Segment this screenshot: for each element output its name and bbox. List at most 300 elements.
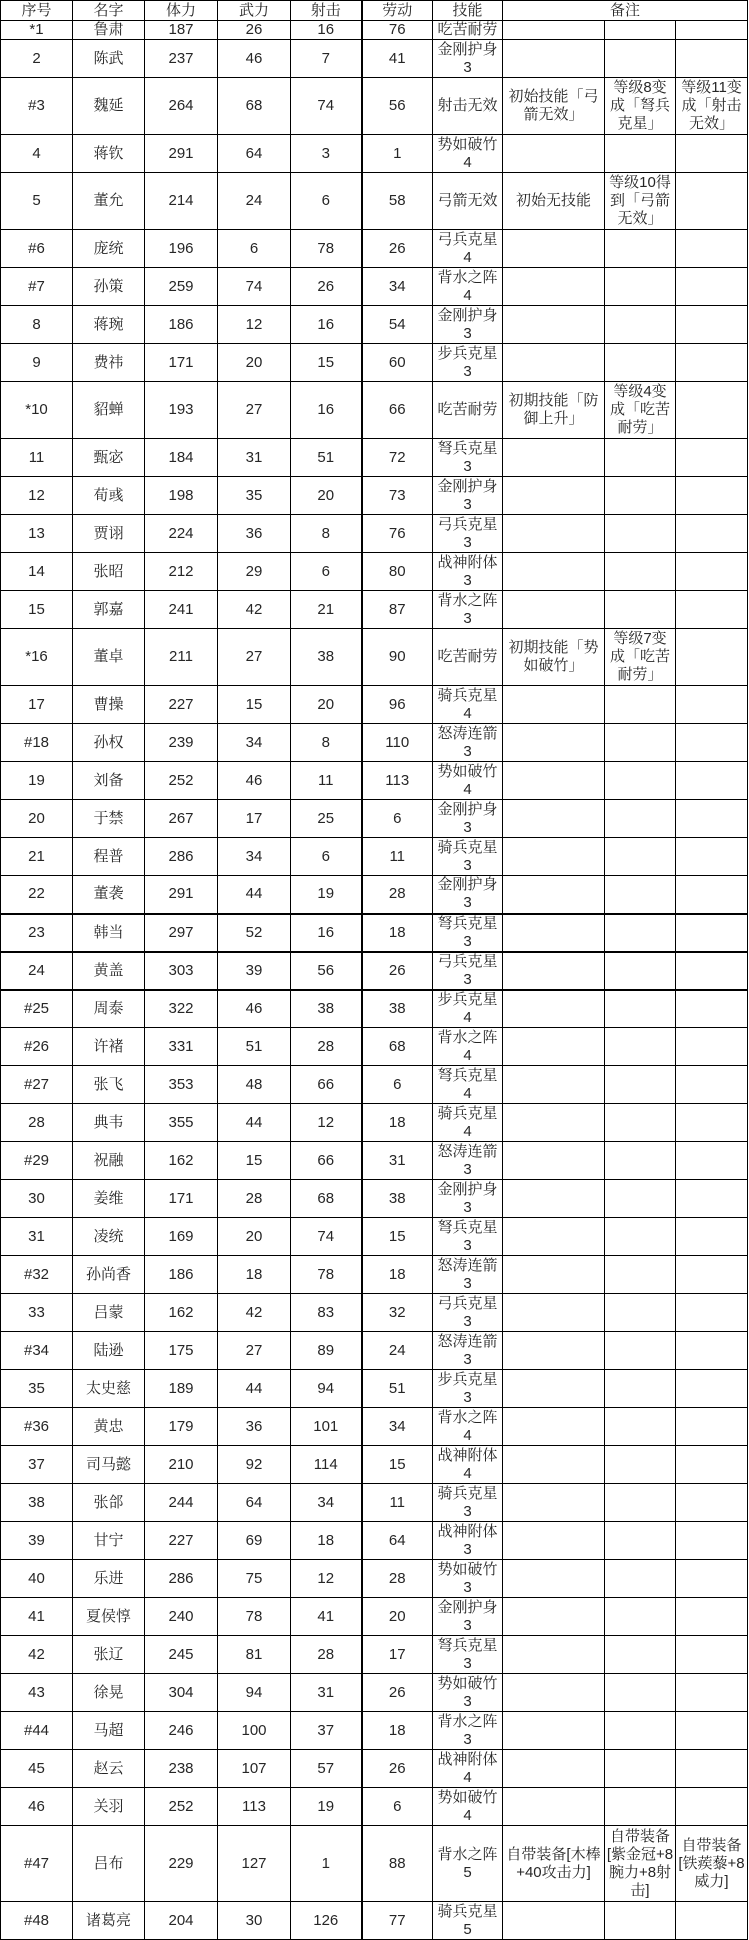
note-cell-3 [676, 230, 748, 268]
table-row [1, 135, 748, 173]
index-cell: #26 [1, 1028, 73, 1066]
skill-text: 金刚护身3 [437, 1180, 498, 1216]
index-cell: 39 [1, 1522, 73, 1560]
note-cell-3 [676, 553, 748, 591]
note-cell-1 [503, 1332, 605, 1370]
skill-cell [433, 1446, 503, 1484]
skill-text: 吃苦耐劳 [437, 401, 498, 418]
stamina-cell: 246 [145, 1712, 218, 1750]
stamina-cell: 241 [145, 591, 218, 629]
skill-cell [433, 724, 503, 762]
note-text: 初始技能「弓箭无效」 [508, 88, 599, 123]
skill-cell [433, 553, 503, 591]
index-cell: #32 [1, 1256, 73, 1294]
index-cell: #25 [1, 990, 73, 1028]
skill-text: 战神附体4 [437, 1750, 498, 1786]
labor-cell: 17 [362, 1636, 433, 1674]
note-cell-2 [605, 553, 676, 591]
note-cell-1 [503, 629, 605, 686]
stamina-cell: 297 [145, 914, 218, 952]
note-cell-2 [605, 1674, 676, 1712]
skill-text: 吃苦耐劳 [437, 21, 498, 38]
force-cell: 30 [218, 1902, 291, 1940]
name-cell: 陆逊 [73, 1332, 145, 1370]
labor-cell: 77 [362, 1902, 433, 1940]
force-cell: 75 [218, 1560, 291, 1598]
index-cell: #6 [1, 230, 73, 268]
table-row [1, 1370, 748, 1408]
table-row [1, 1142, 748, 1180]
skill-cell [433, 306, 503, 344]
index-cell: #29 [1, 1142, 73, 1180]
skill-text: 战神附体4 [437, 1446, 498, 1482]
stamina-cell: 193 [145, 382, 218, 439]
note-cell-2 [605, 1104, 676, 1142]
name-cell: 张郃 [73, 1484, 145, 1522]
name-cell: 于禁 [73, 800, 145, 838]
note-cell-2 [605, 1750, 676, 1788]
note-cell-3 [676, 135, 748, 173]
labor-cell: 64 [362, 1522, 433, 1560]
stamina-cell: 204 [145, 1902, 218, 1940]
labor-cell: 34 [362, 268, 433, 306]
stamina-cell: 162 [145, 1142, 218, 1180]
table-row [1, 724, 748, 762]
skill-text: 背水之阵4 [437, 268, 498, 304]
table-row [1, 1636, 748, 1674]
note-cell-3 [676, 1712, 748, 1750]
force-cell: 31 [218, 439, 291, 477]
note-cell-1 [503, 1218, 605, 1256]
skill-cell [433, 1750, 503, 1788]
index-cell: #7 [1, 268, 73, 306]
header-index: 序号 [1, 1, 73, 21]
labor-cell: 56 [362, 78, 433, 135]
table-row [1, 1674, 748, 1712]
labor-cell: 18 [362, 1712, 433, 1750]
skill-text: 弩兵克星3 [437, 439, 498, 475]
index-cell: #36 [1, 1408, 73, 1446]
shooting-cell: 38 [291, 629, 362, 686]
skill-text: 怒涛连箭3 [437, 1256, 498, 1292]
note-cell-3 [676, 1256, 748, 1294]
note-cell-3 [676, 1788, 748, 1826]
force-cell: 44 [218, 876, 291, 914]
skill-cell [433, 1788, 503, 1826]
shooting-cell: 66 [291, 1142, 362, 1180]
skill-cell [433, 268, 503, 306]
stamina-cell: 291 [145, 876, 218, 914]
shooting-cell: 6 [291, 173, 362, 230]
index-cell: 4 [1, 135, 73, 173]
table-row [1, 1446, 748, 1484]
note-cell-1 [503, 344, 605, 382]
note-cell-1 [503, 1484, 605, 1522]
name-cell: 司马懿 [73, 1446, 145, 1484]
note-cell-1 [503, 1902, 605, 1940]
skill-text: 骑兵克星3 [437, 1484, 498, 1520]
note-cell-2 [605, 477, 676, 515]
note-cell-1 [503, 1104, 605, 1142]
shooting-cell: 15 [291, 344, 362, 382]
table-row [1, 1218, 748, 1256]
note-cell-1 [503, 686, 605, 724]
index-cell: 24 [1, 952, 73, 990]
stamina-cell: 224 [145, 515, 218, 553]
note-cell-3 [676, 1142, 748, 1180]
shooting-cell: 7 [291, 40, 362, 78]
labor-cell: 26 [362, 1750, 433, 1788]
skill-text: 怒涛连箭3 [437, 1332, 498, 1368]
skill-cell [433, 1028, 503, 1066]
name-cell: 周泰 [73, 990, 145, 1028]
index-cell: 13 [1, 515, 73, 553]
skill-cell [433, 686, 503, 724]
skill-cell [433, 78, 503, 135]
skill-text: 弩兵克星3 [437, 914, 498, 950]
name-cell: 庞统 [73, 230, 145, 268]
name-cell: 吕蒙 [73, 1294, 145, 1332]
labor-cell: 80 [362, 553, 433, 591]
shooting-cell: 31 [291, 1674, 362, 1712]
shooting-cell: 18 [291, 1522, 362, 1560]
labor-cell: 72 [362, 439, 433, 477]
index-cell: 30 [1, 1180, 73, 1218]
note-cell-1 [503, 1294, 605, 1332]
skill-cell [433, 1674, 503, 1712]
name-cell: 关羽 [73, 1788, 145, 1826]
index-cell: 19 [1, 762, 73, 800]
note-cell-2 [605, 914, 676, 952]
name-cell: 董允 [73, 173, 145, 230]
name-cell: 甘宁 [73, 1522, 145, 1560]
skill-text: 势如破竹3 [437, 1674, 498, 1710]
stamina-cell: 175 [145, 1332, 218, 1370]
skill-text: 势如破竹3 [437, 1560, 498, 1596]
note-cell-2 [605, 78, 676, 135]
index-cell: 15 [1, 591, 73, 629]
skill-cell [433, 876, 503, 914]
labor-cell: 18 [362, 1256, 433, 1294]
index-cell: *1 [1, 21, 73, 40]
labor-cell: 15 [362, 1218, 433, 1256]
note-cell-3 [676, 1104, 748, 1142]
force-cell: 18 [218, 1256, 291, 1294]
skill-text: 骑兵克星5 [437, 1902, 498, 1938]
table-row [1, 439, 748, 477]
stamina-cell: 186 [145, 1256, 218, 1294]
index-cell: 35 [1, 1370, 73, 1408]
skill-cell [433, 382, 503, 439]
name-cell: 典韦 [73, 1104, 145, 1142]
note-cell-2 [605, 382, 676, 439]
labor-cell: 66 [362, 382, 433, 439]
note-cell-1 [503, 1636, 605, 1674]
index-cell: 14 [1, 553, 73, 591]
stamina-cell: 227 [145, 686, 218, 724]
skill-text: 背水之阵3 [437, 591, 498, 627]
force-cell: 39 [218, 952, 291, 990]
force-cell: 46 [218, 762, 291, 800]
note-cell-3 [676, 952, 748, 990]
shooting-cell: 101 [291, 1408, 362, 1446]
table-row [1, 306, 748, 344]
force-cell: 36 [218, 515, 291, 553]
shooting-cell: 6 [291, 553, 362, 591]
force-cell: 127 [218, 1826, 291, 1902]
note-cell-2 [605, 1180, 676, 1218]
skill-cell [433, 477, 503, 515]
name-cell: 张辽 [73, 1636, 145, 1674]
labor-cell: 54 [362, 306, 433, 344]
note-text: 初始无技能 [515, 192, 591, 209]
table-row [1, 553, 748, 591]
table-row [1, 686, 748, 724]
header-stamina: 体力 [145, 1, 218, 21]
stamina-cell: 267 [145, 800, 218, 838]
force-cell: 92 [218, 1446, 291, 1484]
name-cell: 许褚 [73, 1028, 145, 1066]
skill-text: 势如破竹4 [437, 762, 498, 798]
force-cell: 42 [218, 591, 291, 629]
index-cell: #34 [1, 1332, 73, 1370]
skill-cell [433, 591, 503, 629]
force-cell: 68 [218, 78, 291, 135]
shooting-cell: 16 [291, 21, 362, 40]
skill-text: 势如破竹4 [437, 135, 498, 171]
force-cell: 44 [218, 1104, 291, 1142]
skill-cell [433, 1598, 503, 1636]
force-cell: 107 [218, 1750, 291, 1788]
stamina-cell: 245 [145, 1636, 218, 1674]
stamina-cell: 189 [145, 1370, 218, 1408]
index-cell: 42 [1, 1636, 73, 1674]
stamina-cell: 237 [145, 40, 218, 78]
note-cell-2 [605, 838, 676, 876]
skill-cell [433, 1256, 503, 1294]
note-cell-2 [605, 515, 676, 553]
skill-cell [433, 629, 503, 686]
table-row [1, 1826, 748, 1902]
note-cell-2 [605, 990, 676, 1028]
note-cell-3 [676, 40, 748, 78]
shooting-cell: 74 [291, 1218, 362, 1256]
force-cell: 51 [218, 1028, 291, 1066]
force-cell: 46 [218, 990, 291, 1028]
skill-text: 怒涛连箭3 [437, 724, 498, 760]
shooting-cell: 78 [291, 1256, 362, 1294]
note-cell-3 [676, 724, 748, 762]
skill-text: 弩兵克星4 [437, 1066, 498, 1102]
labor-cell: 11 [362, 1484, 433, 1522]
note-cell-1 [503, 268, 605, 306]
note-cell-3 [676, 268, 748, 306]
table-row [1, 800, 748, 838]
shooting-cell: 28 [291, 1028, 362, 1066]
table-row [1, 1522, 748, 1560]
index-cell: 9 [1, 344, 73, 382]
stamina-cell: 198 [145, 477, 218, 515]
shooting-cell: 94 [291, 1370, 362, 1408]
labor-cell: 68 [362, 1028, 433, 1066]
note-cell-2 [605, 1522, 676, 1560]
skill-cell [433, 1902, 503, 1940]
index-cell: 23 [1, 914, 73, 952]
labor-cell: 28 [362, 876, 433, 914]
note-cell-2 [605, 1066, 676, 1104]
shooting-cell: 37 [291, 1712, 362, 1750]
name-cell: 蒋钦 [73, 135, 145, 173]
skill-text: 背水之阵5 [437, 1845, 498, 1881]
note-text: 自带装备[铁蒺藜+8威力] [678, 1836, 745, 1890]
force-cell: 15 [218, 686, 291, 724]
shooting-cell: 56 [291, 952, 362, 990]
index-cell: 43 [1, 1674, 73, 1712]
name-cell: 董袭 [73, 876, 145, 914]
note-cell-1 [503, 800, 605, 838]
index-cell: 45 [1, 1750, 73, 1788]
table-row [1, 1294, 748, 1332]
table-row [1, 40, 748, 78]
table-row [1, 1066, 748, 1104]
labor-cell: 90 [362, 629, 433, 686]
skill-text: 背水之阵3 [437, 1712, 498, 1748]
shooting-cell: 20 [291, 686, 362, 724]
note-cell-2 [605, 1826, 676, 1902]
index-cell: #47 [1, 1826, 73, 1902]
name-cell: 陈武 [73, 40, 145, 78]
note-cell-2 [605, 1294, 676, 1332]
table-row [1, 268, 748, 306]
skill-cell [433, 990, 503, 1028]
table-row [1, 382, 748, 439]
skill-text: 弓兵克星4 [437, 230, 498, 266]
labor-cell: 96 [362, 686, 433, 724]
skill-text: 吃苦耐劳 [437, 648, 498, 665]
note-cell-1 [503, 990, 605, 1028]
name-cell: 祝融 [73, 1142, 145, 1180]
stamina-cell: 240 [145, 1598, 218, 1636]
stamina-cell: 244 [145, 1484, 218, 1522]
shooting-cell: 89 [291, 1332, 362, 1370]
stamina-cell: 179 [145, 1408, 218, 1446]
table-row [1, 1788, 748, 1826]
name-cell: 徐晃 [73, 1674, 145, 1712]
header-row [1, 1, 748, 21]
skill-cell [433, 1370, 503, 1408]
stamina-cell: 355 [145, 1104, 218, 1142]
note-cell-1 [503, 230, 605, 268]
force-cell: 94 [218, 1674, 291, 1712]
note-cell-1 [503, 1446, 605, 1484]
name-cell: 甄宓 [73, 439, 145, 477]
name-cell: 诸葛亮 [73, 1902, 145, 1940]
shooting-cell: 12 [291, 1104, 362, 1142]
table-row [1, 838, 748, 876]
force-cell: 42 [218, 1294, 291, 1332]
labor-cell: 18 [362, 914, 433, 952]
skill-cell [433, 135, 503, 173]
shooting-cell: 11 [291, 762, 362, 800]
shooting-cell: 38 [291, 990, 362, 1028]
index-cell: 22 [1, 876, 73, 914]
note-cell-2 [605, 1484, 676, 1522]
header-force: 武力 [218, 1, 291, 21]
labor-cell: 32 [362, 1294, 433, 1332]
note-text: 自带装备[木棒+40攻击力] [506, 1845, 601, 1881]
note-text: 初期技能「防御上升」 [508, 392, 599, 427]
skill-cell [433, 1560, 503, 1598]
name-cell: 姜维 [73, 1180, 145, 1218]
note-cell-2 [605, 1256, 676, 1294]
force-cell: 34 [218, 724, 291, 762]
note-cell-1 [503, 1674, 605, 1712]
table-row [1, 762, 748, 800]
labor-cell: 73 [362, 477, 433, 515]
skill-cell [433, 1408, 503, 1446]
skill-text: 弓兵克星3 [437, 1294, 498, 1330]
name-cell: 孙策 [73, 268, 145, 306]
header-skill: 技能 [433, 1, 503, 21]
skill-cell [433, 515, 503, 553]
labor-cell: 20 [362, 1598, 433, 1636]
note-cell-3 [676, 1028, 748, 1066]
table-row [1, 1598, 748, 1636]
index-cell: 21 [1, 838, 73, 876]
note-cell-3 [676, 1446, 748, 1484]
note-cell-2 [605, 952, 676, 990]
index-cell: 11 [1, 439, 73, 477]
name-cell: 鲁肃 [73, 21, 145, 40]
table-row [1, 230, 748, 268]
stamina-cell: 162 [145, 1294, 218, 1332]
stamina-cell: 171 [145, 344, 218, 382]
force-cell: 24 [218, 173, 291, 230]
shooting-cell: 6 [291, 838, 362, 876]
name-cell: 张昭 [73, 553, 145, 591]
force-cell: 6 [218, 230, 291, 268]
skill-text: 步兵克星4 [437, 990, 498, 1026]
labor-cell: 6 [362, 1066, 433, 1104]
labor-cell: 26 [362, 230, 433, 268]
index-cell: 5 [1, 173, 73, 230]
note-cell-2 [605, 173, 676, 230]
table-row [1, 78, 748, 135]
stamina-cell: 353 [145, 1066, 218, 1104]
skill-text: 步兵克星3 [437, 344, 498, 380]
force-cell: 34 [218, 838, 291, 876]
force-cell: 20 [218, 344, 291, 382]
note-cell-3 [676, 1560, 748, 1598]
note-cell-1 [503, 876, 605, 914]
note-cell-3 [676, 1332, 748, 1370]
skill-text: 金刚护身3 [437, 876, 498, 912]
note-cell-1 [503, 914, 605, 952]
note-cell-2 [605, 1028, 676, 1066]
skill-text: 弓兵克星3 [437, 515, 498, 551]
shooting-cell: 8 [291, 724, 362, 762]
note-cell-1 [503, 21, 605, 40]
note-cell-3 [676, 1180, 748, 1218]
note-cell-1 [503, 1066, 605, 1104]
shooting-cell: 41 [291, 1598, 362, 1636]
skill-text: 金刚护身3 [437, 800, 498, 836]
table-row [1, 1712, 748, 1750]
note-cell-1 [503, 1522, 605, 1560]
table-row [1, 1332, 748, 1370]
table-row [1, 1180, 748, 1218]
note-cell-2 [605, 1636, 676, 1674]
